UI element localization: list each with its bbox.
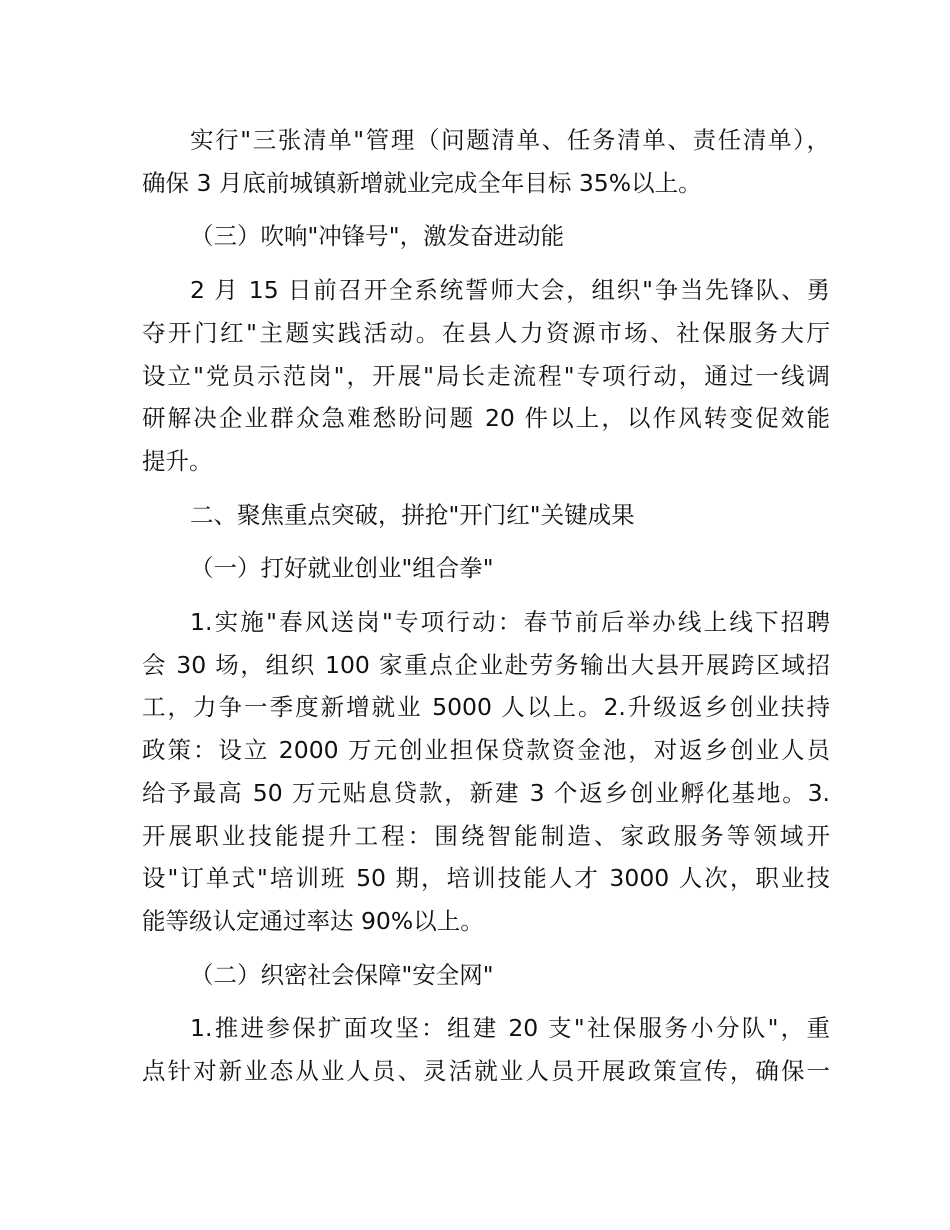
- text-line: 政策：设立 2000 万元创业担保贷款资金池，对返乡创业人员: [142, 736, 830, 765]
- text-line: 确保 3 月底前城镇新增就业完成全年目标 35%以上。: [142, 168, 702, 197]
- text-line: （一）打好就业创业"组合拳": [190, 554, 494, 583]
- text-line: 能等级认定通过率达 90%以上。: [142, 906, 484, 935]
- text-line: 1.推进参保扩面攻坚：组建 20 支"社保服务小分队"，重: [190, 1014, 830, 1043]
- text-line: 2 月 15 日前召开全系统誓师大会，组织"争当先锋队、勇: [190, 276, 830, 305]
- text-line: 二、聚焦重点突破，拼抢"开门红"关键成果: [190, 500, 635, 529]
- text-line: 1.实施"春风送岗"专项行动：春节前后举办线上线下招聘: [190, 608, 830, 636]
- text-line: 实行"三张清单"管理（问题清单、任务清单、责任清单），: [190, 126, 830, 154]
- text-line: 设"订单式"培训班 50 期，培训技能人才 3000 人次，职业技: [142, 864, 830, 893]
- text-line: 设立"党员示范岗"，开展"局长走流程"专项行动，通过一线调: [142, 361, 830, 390]
- text-line: 工，力争一季度新增就业 5000 人以上。2.升级返乡创业扶持: [142, 693, 830, 722]
- text-line: （二）织密社会保障"安全网": [190, 960, 494, 989]
- text-line: 提升。: [142, 446, 213, 475]
- text-line: 会 30 场，组织 100 家重点企业赴劳务输出大县开展跨区域招: [142, 650, 830, 679]
- text-line: （三）吹响"冲锋号"，激发奋进动能: [190, 222, 565, 251]
- text-line: 夺开门红"主题实践活动。在县人力资源市场、社保服务大厅: [142, 318, 830, 347]
- text-line: 开展职业技能提升工程：围绕智能制造、家政服务等领域开: [142, 821, 830, 850]
- text-line: 研解决企业群众急难愁盼问题 20 件以上，以作风转变促效能: [142, 404, 830, 433]
- text-line: 给予最高 50 万元贴息贷款，新建 3 个返乡创业孵化基地。3.: [142, 778, 830, 807]
- text-line: 点针对新业态从业人员、灵活就业人员开展政策宣传，确保一: [142, 1057, 830, 1085]
